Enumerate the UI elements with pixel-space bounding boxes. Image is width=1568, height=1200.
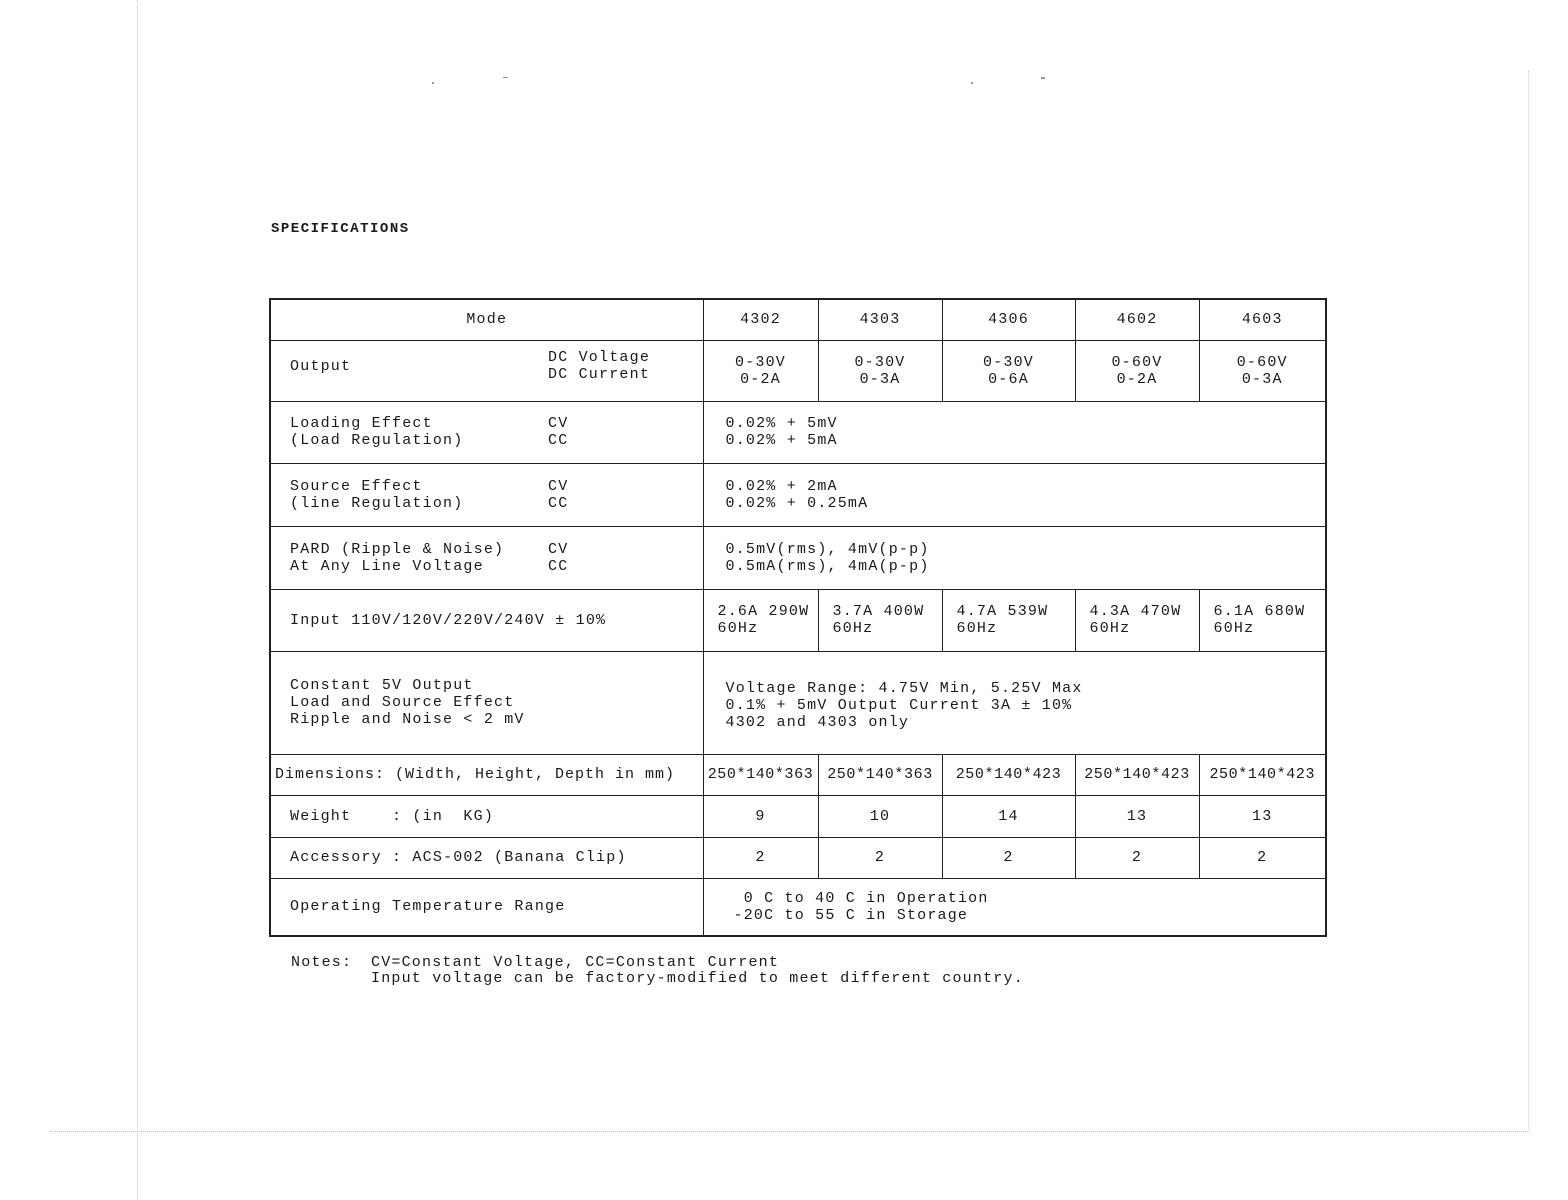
pard-label: PARD (Ripple & Noise): [290, 540, 505, 558]
input-frequency: 60Hz: [717, 620, 759, 637]
model-4602: 4602: [1075, 299, 1199, 340]
mode-cc: CC: [548, 432, 569, 449]
notes-label: Notes:: [291, 954, 353, 971]
output-voltage-value: 0-60V: [1111, 353, 1163, 371]
input-current-power: 6.1A 680W: [1213, 603, 1306, 620]
weight-4302: 9: [703, 795, 818, 837]
notes-line-cv-cc: CV=Constant Voltage, CC=Constant Current: [371, 954, 780, 971]
source-effect-cv-value: 0.02% + 2mA: [725, 477, 838, 495]
row-temperature: [270, 878, 1326, 936]
mode-cc: CC: [548, 557, 569, 575]
output-sub-current: DC Current: [548, 366, 651, 383]
input-current-power: 4.3A 470W: [1089, 603, 1182, 620]
input-4603: [1199, 589, 1326, 651]
input-frequency: 60Hz: [832, 620, 874, 637]
output-current-value: 0-2A: [740, 370, 781, 388]
output-4603: [1199, 340, 1326, 401]
constant-5v-label: Constant 5V Output: [290, 676, 474, 694]
weight-4602: 13: [1075, 795, 1199, 837]
input-4306: [942, 589, 1075, 651]
dimensions-4602: 250*140*423: [1075, 754, 1199, 795]
weight-4306: 14: [942, 795, 1075, 837]
loading-effect-cv-value: 0.02% + 5mV: [725, 415, 838, 432]
loading-effect-values: [703, 401, 1326, 463]
scan-edge-right: [1528, 70, 1529, 1130]
row-mode: [270, 299, 1326, 340]
input-frequency: 60Hz: [956, 620, 998, 637]
weight-4603: 13: [1199, 795, 1326, 837]
source-effect-values: [703, 463, 1326, 526]
scan-edge-left: [137, 0, 138, 1200]
pard-cv-value: 0.5mV(rms), 4mV(p-p): [725, 540, 930, 558]
scan-speck: [432, 82, 434, 84]
constant-5v-values: [703, 651, 1326, 754]
scan-speck: [971, 82, 973, 84]
input-frequency: 60Hz: [1089, 620, 1131, 637]
source-effect-cc-value: 0.02% + 0.25mA: [725, 494, 869, 512]
loading-effect-sublabel: (Load Regulation): [290, 432, 464, 449]
input-4302: [703, 589, 818, 651]
dimensions-4603: 250*140*423: [1199, 754, 1326, 795]
mode-cv: CV: [548, 415, 569, 432]
output-current-value: 0-3A: [859, 370, 901, 388]
weight-label: Weight : (in KG): [270, 795, 703, 837]
row-accessory: [270, 837, 1326, 878]
loading-effect-label-cell: [270, 401, 703, 463]
output-voltage-value: 0-30V: [982, 353, 1034, 371]
loading-effect-cc-value: 0.02% + 5mA: [725, 432, 838, 449]
spec-table: [269, 298, 1327, 937]
pard-label-cell: [270, 526, 703, 589]
output-current-value: 0-2A: [1116, 370, 1158, 388]
constant-5v-ripple: Ripple and Noise < 2 mV: [290, 710, 525, 728]
pard-sublabel: At Any Line Voltage: [290, 557, 484, 575]
input-current-power: 3.7A 400W: [832, 603, 925, 620]
dimensions-label: Dimensions: (Width, Height, Depth in mm): [270, 754, 703, 795]
mode-cc: CC: [548, 494, 569, 512]
row-dimensions: [270, 754, 1326, 795]
constant-5v-load-source: Load and Source Effect: [290, 693, 515, 711]
model-4302: 4302: [703, 299, 818, 340]
temperature-operation: 0 C to 40 C in Operation: [733, 889, 989, 907]
input-4602: [1075, 589, 1199, 651]
dimensions-4302: 250*140*363: [703, 754, 818, 795]
row-pard: [270, 526, 1326, 589]
output-label: Output: [290, 358, 352, 375]
page-title: SPECIFICATIONS: [271, 221, 410, 237]
output-4303: [818, 340, 942, 401]
model-4306: 4306: [942, 299, 1075, 340]
row-loading-effect: [270, 401, 1326, 463]
scan-edge-bottom: [50, 1131, 1530, 1132]
output-voltage-value: 0-60V: [1236, 353, 1288, 371]
source-effect-label-cell: [270, 463, 703, 526]
output-label-cell: [270, 340, 703, 401]
pard-cc-value: 0.5mA(rms), 4mA(p-p): [725, 557, 930, 575]
input-current-power: 4.7A 539W: [956, 603, 1049, 620]
source-effect-label: Source Effect: [290, 477, 423, 495]
accessory-4302: 2: [703, 837, 818, 878]
output-voltage-value: 0-30V: [734, 353, 786, 371]
row-output: [270, 340, 1326, 401]
mode-cv: CV: [548, 477, 569, 495]
loading-effect-label: Loading Effect: [290, 415, 433, 432]
dimensions-4303: 250*140*363: [818, 754, 942, 795]
notes: [291, 955, 1024, 987]
input-frequency: 60Hz: [1213, 620, 1255, 637]
constant-5v-label-cell: [270, 651, 703, 754]
pard-values: [703, 526, 1326, 589]
input-4303: [818, 589, 942, 651]
constant-5v-output-current: 0.1% + 5mV Output Current 3A ± 10%: [725, 696, 1073, 714]
model-4303: 4303: [818, 299, 942, 340]
accessory-4303: 2: [818, 837, 942, 878]
model-4603: 4603: [1199, 299, 1326, 340]
accessory-4602: 2: [1075, 837, 1199, 878]
row-constant-5v: [270, 651, 1326, 754]
input-label: Input 110V/120V/220V/240V ± 10%: [270, 589, 703, 651]
scan-speck: [1041, 77, 1045, 79]
dimensions-4306: 250*140*423: [942, 754, 1075, 795]
output-4306: [942, 340, 1075, 401]
output-current-value: 0-3A: [1241, 370, 1283, 388]
accessory-label: Accessory : ACS-002 (Banana Clip): [270, 837, 703, 878]
weight-4303: 10: [818, 795, 942, 837]
constant-5v-voltage-range: Voltage Range: 4.75V Min, 5.25V Max: [725, 679, 1083, 697]
output-4602: [1075, 340, 1199, 401]
constant-5v-models-note: 4302 and 4303 only: [725, 713, 910, 731]
output-4302: [703, 340, 818, 401]
scan-speck: [503, 77, 508, 78]
temperature-label: Operating Temperature Range: [270, 878, 703, 936]
notes-line-input-voltage: Input voltage can be factory-modified to meet different country.: [371, 970, 1024, 987]
output-current-value: 0-6A: [988, 370, 1029, 388]
row-weight: [270, 795, 1326, 837]
temperature-storage: -20C to 55 C in Storage: [733, 906, 969, 924]
accessory-4603: 2: [1199, 837, 1326, 878]
mode-label: Mode: [270, 299, 703, 340]
temperature-values: [703, 878, 1326, 936]
source-effect-sublabel: (line Regulation): [290, 494, 464, 512]
accessory-4306: 2: [942, 837, 1075, 878]
output-voltage-value: 0-30V: [854, 353, 906, 371]
output-sub-voltage: DC Voltage: [548, 349, 651, 366]
row-input: [270, 589, 1326, 651]
input-current-power: 2.6A 290W: [717, 603, 810, 620]
row-source-effect: [270, 463, 1326, 526]
mode-cv: CV: [548, 540, 569, 558]
